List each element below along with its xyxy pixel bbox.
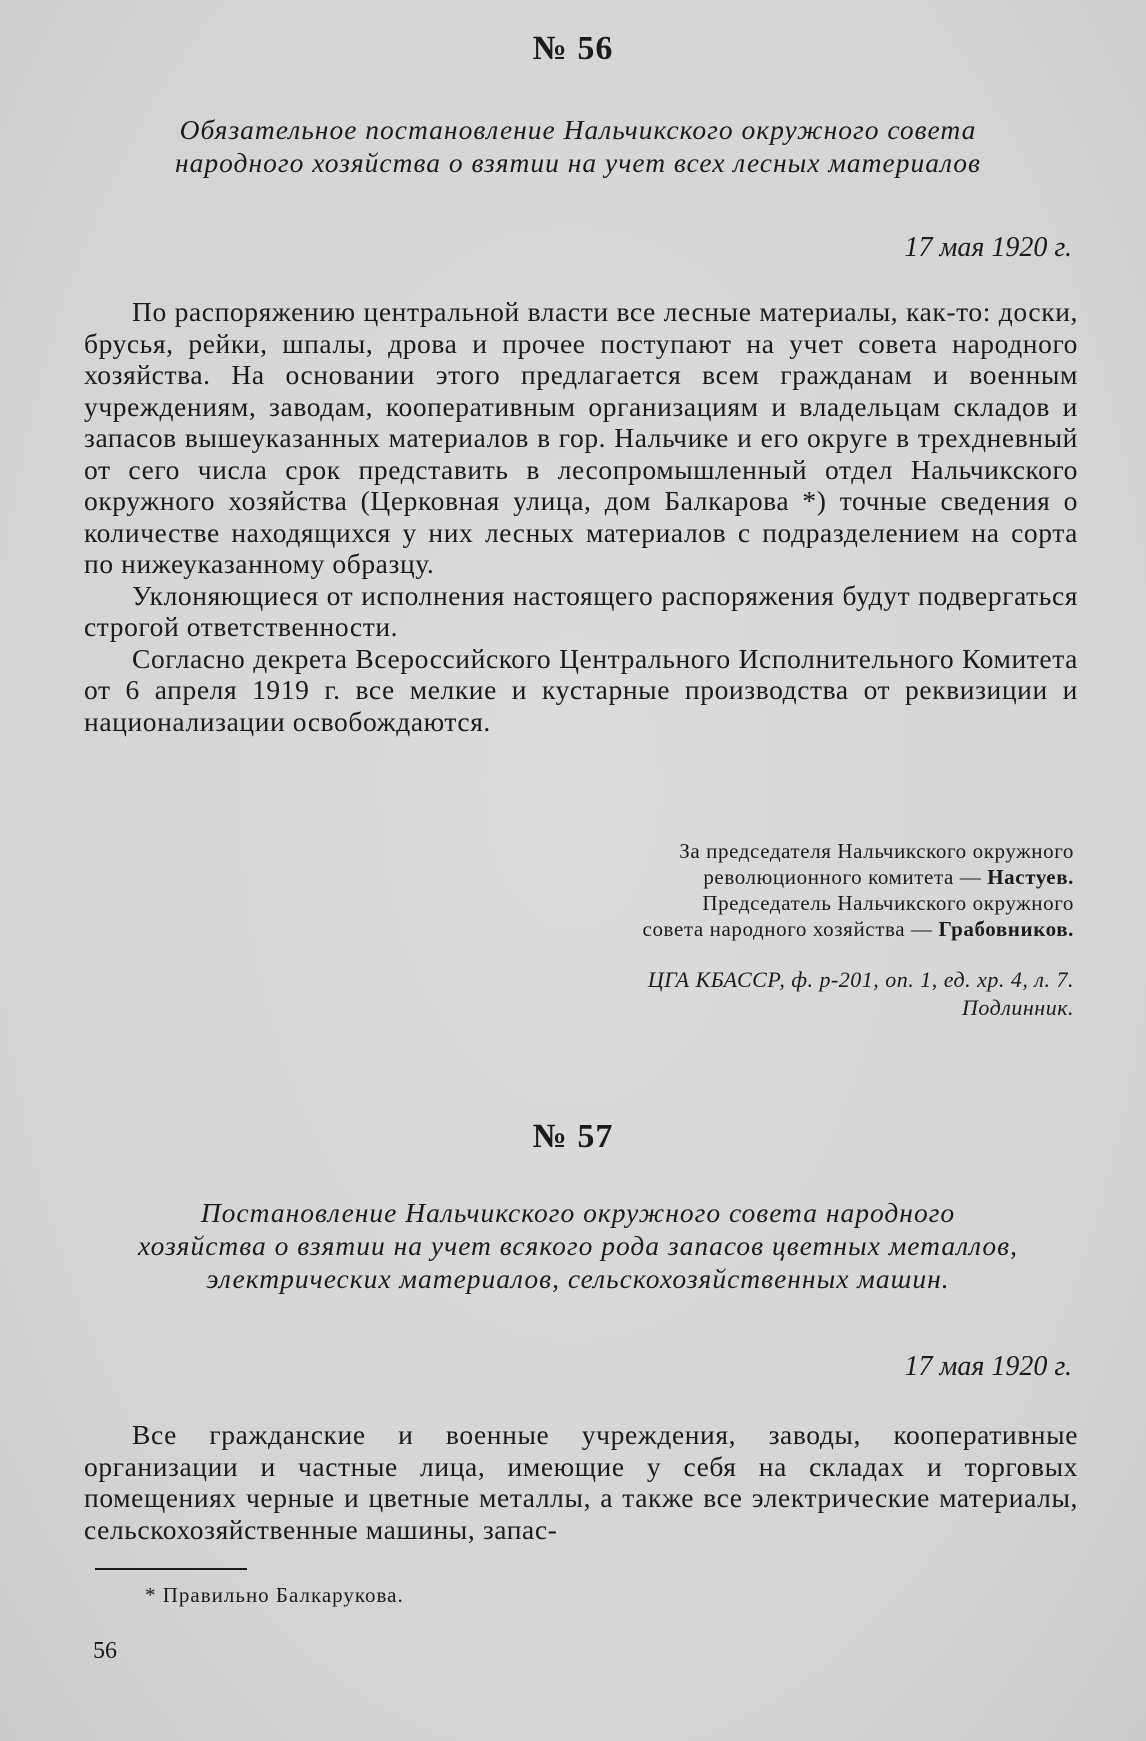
document-body <box>84 296 1078 737</box>
document-date: 17 мая 1920 г. <box>904 232 1072 263</box>
document-body <box>84 1419 1078 1545</box>
signatory-name: Настуев. <box>987 865 1074 889</box>
document-date: 17 мая 1920 г. <box>904 1351 1072 1382</box>
signature-line <box>454 864 1074 890</box>
signature-title: За председателя Нальчикского окружного <box>679 839 1074 863</box>
signature-role: революционного комитета — <box>703 865 988 889</box>
footnote: * Правильно Балкарукова. <box>145 1583 404 1607</box>
body-paragraph: По распоряжению центральной власти все лесные материалы, как-то: доски, брусья, рейки, шпалы, дрова и прочее поступают на учет совета народного хозяйства. На основании этого предлагается всем гражданам и военным учреждениям, заводам, кооперативным организациям и владельцам складов и запасов вышеуказанных материалов в гор. Нальчике и его округе в трехдневный от сего числа срок представить в лесопромышленный отдел Нальчикского окружного хозяйства (Церковная улица, дом Балкарова *) точные сведения о количестве находящихся у них лесных материалов с подразделением на сорта по нижеуказанному образцу. <box>84 296 1078 579</box>
signature-role: совета народного хозяйства — <box>642 917 939 941</box>
signature-line <box>454 916 1074 942</box>
body-paragraph: Все гражданские и военные учреждения, заводы, кооперативные организации и частные лица, имеющие у себя на складах и торговых помещениях черные и цветные металлы, а также все электрические материалы, сельскохозяйственные машины, запас- <box>84 1419 1078 1545</box>
signature-title: Председатель Нальчикского окружного <box>702 891 1074 915</box>
document-title: Обязательное постановление Нальчикского окружного совета народного хозяйства о взятии на учет всех лесных материалов <box>175 114 981 178</box>
signature-block <box>454 838 1074 942</box>
body-paragraph: Согласно декрета Всероссийского Центрального Исполнительного Комитета от 6 апреля 1919 г. все мелкие и кустарные производства от реквизиции и национализации освобождаются. <box>84 642 1078 737</box>
archive-note: Подлинник. <box>962 995 1074 1020</box>
page-number: 56 <box>93 1638 117 1664</box>
document-title: Постановление Нальчикского окружного совета народного хозяйства о взятии на учет всякого рода запасов цветных металлов, электрических материалов, сельскохозяйственных машин. <box>138 1197 1018 1294</box>
footnote-divider <box>95 1568 247 1570</box>
archive-reference <box>374 966 1074 1022</box>
document-number: № 56 <box>532 30 614 67</box>
document-number: № 57 <box>532 1118 614 1155</box>
archive-source: ЦГА КБАССР, ф. р-201, оп. 1, ед. хр. 4, л. 7. <box>647 967 1074 992</box>
body-paragraph: Уклоняющиеся от исполнения настоящего распоряжения будут подвергаться строгой ответственности. <box>84 579 1078 642</box>
signatory-name: Грабовников. <box>938 917 1074 941</box>
